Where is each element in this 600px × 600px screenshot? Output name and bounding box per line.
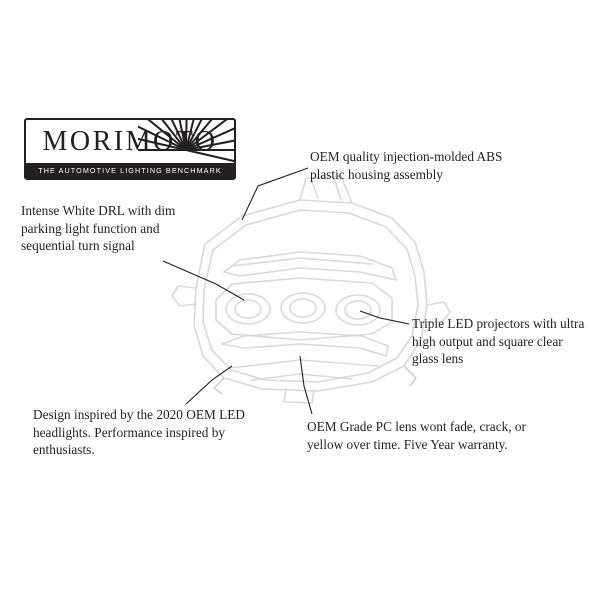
- callout-drl: Intense White DRL with dim parking light function and sequential turn signal: [21, 203, 176, 254]
- morimoto-logo: [24, 118, 236, 180]
- logo-wordmark: MORIMOTO: [42, 126, 218, 157]
- callout-housing: OEM quality injection-molded ABS plastic housing assembly: [310, 149, 503, 182]
- callout-projector: Triple LED projectors with ultra high output and square clear glass lens: [412, 316, 585, 367]
- callout-design: Design inspired by the 2020 OEM LED headlights. Performance inspired by enthusiasts.: [33, 407, 245, 458]
- logo-tagline-bar: [26, 163, 234, 178]
- logo-tagline: THE AUTOMOTIVE LIGHTING BENCHMARK: [38, 166, 222, 175]
- callout-pc-lens: OEM Grade PC lens wont fade, crack, or yellow over time. Five Year warranty.: [307, 419, 526, 452]
